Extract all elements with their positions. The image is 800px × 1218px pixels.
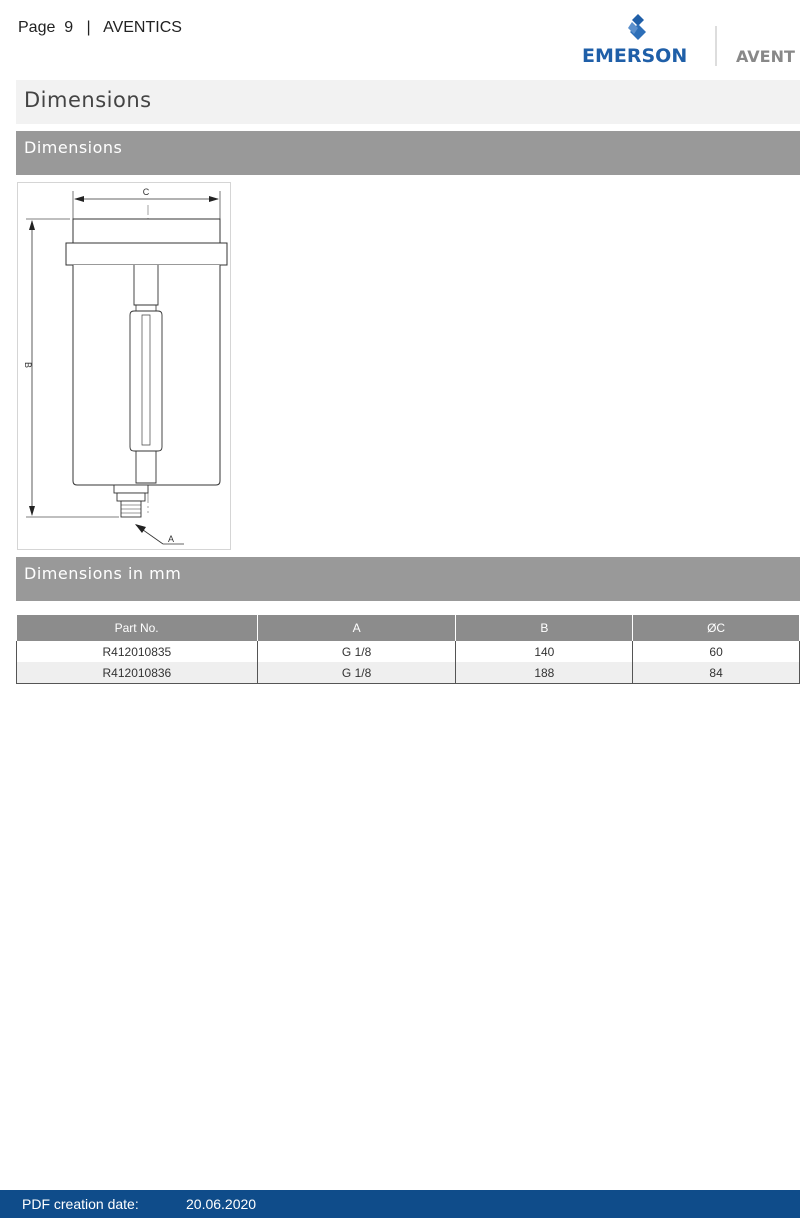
section-header-dimensions-mm [16,557,800,601]
footer-bar [0,1190,800,1218]
column-header-b: B [456,615,633,641]
table-header-row [17,615,800,641]
column-header-part-no: Part No. [17,615,258,641]
section-title: Dimensions [24,138,123,157]
cell-b: 188 [456,662,633,684]
cell-part-no: R412010836 [17,662,258,684]
page-title: Dimensions [24,88,152,112]
section-header-dimensions [16,131,800,175]
cell-c: 84 [633,662,800,684]
emerson-diamond-icon [628,14,646,40]
cell-c: 60 [633,641,800,662]
table-row [17,641,800,662]
cell-b: 140 [456,641,633,662]
table-row [17,662,800,684]
column-header-c: ØC [633,615,800,641]
emerson-aventics-logo [578,10,800,72]
dimension-label-b: B [23,361,33,369]
footer-date: 20.06.2020 [186,1196,257,1212]
dimension-label-c: C [142,187,150,197]
cell-a: G 1/8 [257,662,456,684]
footer-label: PDF creation date: [22,1196,139,1212]
cell-a: G 1/8 [257,641,456,662]
cell-part-no: R412010835 [17,641,258,662]
dimension-drawing [17,182,231,550]
dimensions-table [16,615,800,684]
aventics-wordmark: AVENT [736,47,795,66]
page-title-bar [16,80,800,124]
section-title: Dimensions in mm [24,564,182,583]
column-header-a: A [257,615,456,641]
emerson-wordmark: EMERSON [582,45,688,67]
page-label: Page 9 | AVENTICS [18,19,182,36]
dimension-label-a: A [167,534,175,544]
technical-drawing-svg [18,183,230,549]
